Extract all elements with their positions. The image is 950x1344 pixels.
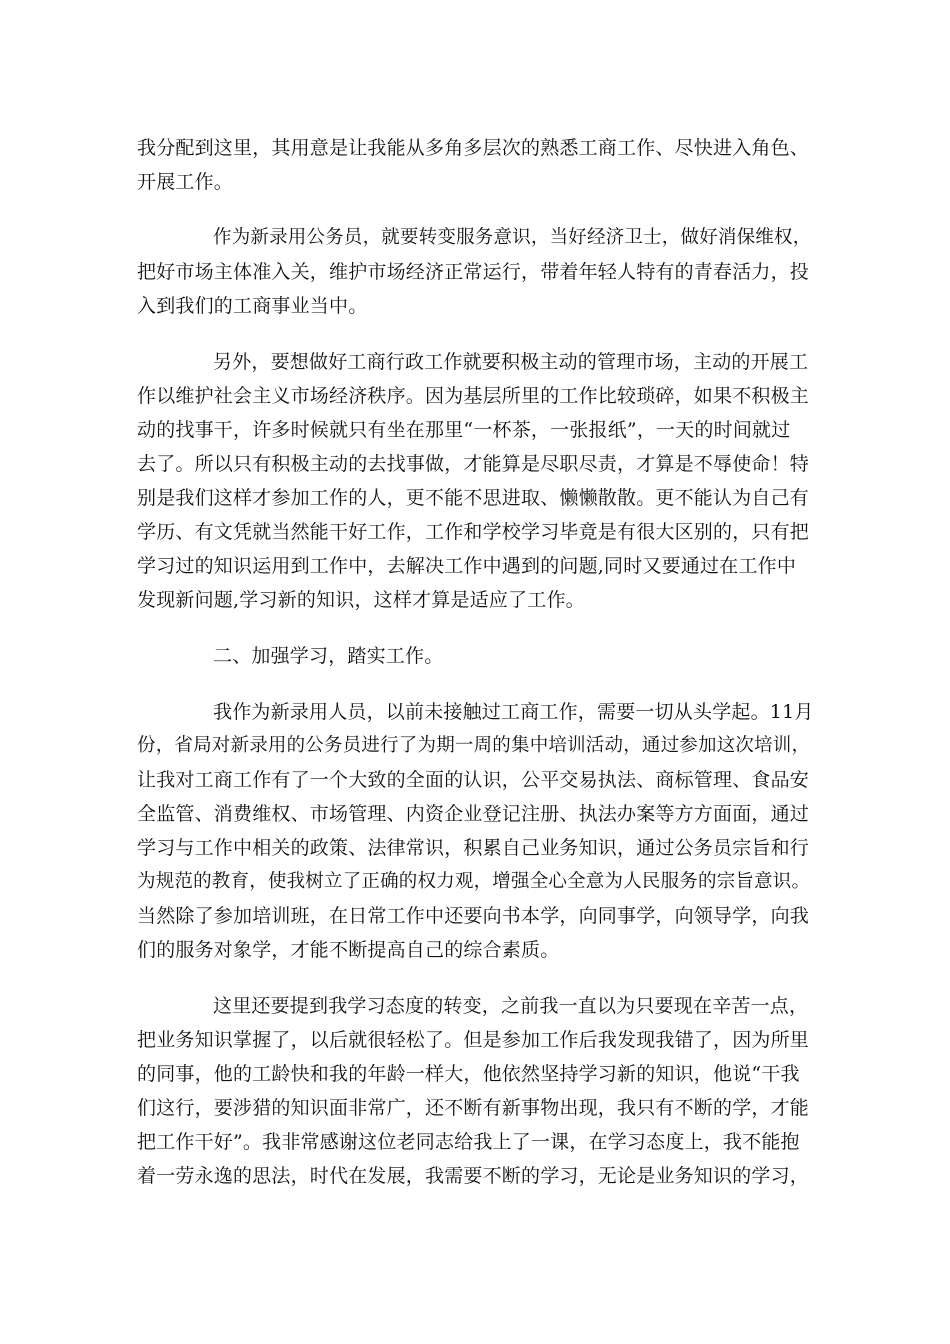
paragraph-6-line-3: 的同事，他的工龄快和我的年龄一样大，他依然坚持学习新的知识，他说“干我	[137, 1063, 800, 1085]
paragraph-2-line-2: 把好市场主体准入关，维护市场经济正常运行，带着年轻人特有的青春活力，投	[137, 261, 810, 283]
paragraph-1-line-2: 开展工作。	[137, 171, 234, 193]
paragraph-3-line-7: 学习过的知识运用到工作中，去解决工作中遇到的问题,同时又要通过在工作中	[137, 555, 797, 577]
paragraph-5-line-6: 为规范的教育，使我树立了正确的权力观，增强全心全意为人民服务的宗旨意识。	[137, 871, 811, 892]
paragraph-6-line-5: 把工作干好”。我非常感谢这位老同志给我上了一课，在学习态度上，我不能抱	[137, 1131, 800, 1153]
paragraph-3-line-8: 发现新问题,学习新的知识，这样才算是适应了工作。	[137, 589, 585, 611]
section-heading: 二、加强学习，踏实工作。	[213, 645, 444, 667]
paragraph-3-line-5: 别是我们这样才参加工作的人，更不能不思进取、懒懒散散。更不能认为自己有	[137, 487, 810, 509]
paragraph-2-line-1: 作为新录用公务员，就要转变服务意识，当好经济卫士，做好消保维权，	[213, 227, 812, 248]
paragraph-3-line-1: 另外，要想做好工商行政工作就要积极主动的管理市场，主动的开展工	[213, 351, 809, 373]
paragraph-5-line-1: 我作为新录用人员，以前未接触过工商工作，需要一切从头学起。11月	[213, 701, 814, 723]
paragraph-5-line-7: 当然除了参加培训班，在日常工作中还要向书本学，向同事学，向领导学，向我	[137, 905, 810, 927]
paragraph-6-line-6: 着一劳永逸的思法，时代在发展，我需要不断的学习，无论是业务知识的学习，	[137, 1165, 810, 1187]
paragraph-6-line-2: 把业务知识掌握了，以后就很轻松了。但是参加工作后我发现我错了，因为所里	[137, 1029, 810, 1051]
paragraph-2-line-3: 入到我们的工商事业当中。	[137, 295, 368, 317]
paragraph-5-line-2: 份，省局对新录用的公务员进行了为期一周的集中培训活动，通过参加这次培训，	[137, 735, 811, 756]
paragraph-3-line-3: 动的找事干，许多时候就只有坐在那里“一杯茶，一张报纸”，一天的时间就过	[137, 419, 791, 441]
paragraph-6-line-1: 这里还要提到我学习态度的转变，之前我一直以为只要现在辛苦一点，	[213, 995, 809, 1017]
paragraph-5-line-8: 们的服务对象学，才能不断提高自己的综合素质。	[137, 939, 560, 961]
paragraph-5-line-4: 全监管、消费维权、市场管理、内资企业登记注册、执法办案等方方面面，通过	[137, 803, 810, 825]
paragraph-6-line-4: 们这行，要涉猎的知识面非常广，还不断有新事物出现，我只有不断的学，才能	[137, 1097, 810, 1119]
paragraph-3-line-4: 去了。所以只有积极主动的去找事做，才能算是尽职尽责，才算是不辱使命！特	[137, 453, 810, 475]
paragraph-3-line-2: 作以维护社会主义市场经济秩序。因为基层所里的工作比较琐碎，如果不积极主	[137, 385, 810, 407]
paragraph-5-line-3: 让我对工商工作有了一个大致的全面的认识，公平交易执法、商标管理、食品安	[137, 769, 810, 791]
paragraph-5-line-5: 学习与工作中相关的政策、法律常识，积累自己业务知识，通过公务员宗旨和行	[137, 837, 810, 859]
paragraph-3-line-6: 学历、有文凭就当然能干好工作，工作和学校学习毕竟是有很大区别的，只有把	[137, 521, 810, 543]
paragraph-1-line-1: 我分配到这里，其用意是让我能从多角多层次的熟悉工商工作、尽快进入角色、	[137, 137, 810, 159]
